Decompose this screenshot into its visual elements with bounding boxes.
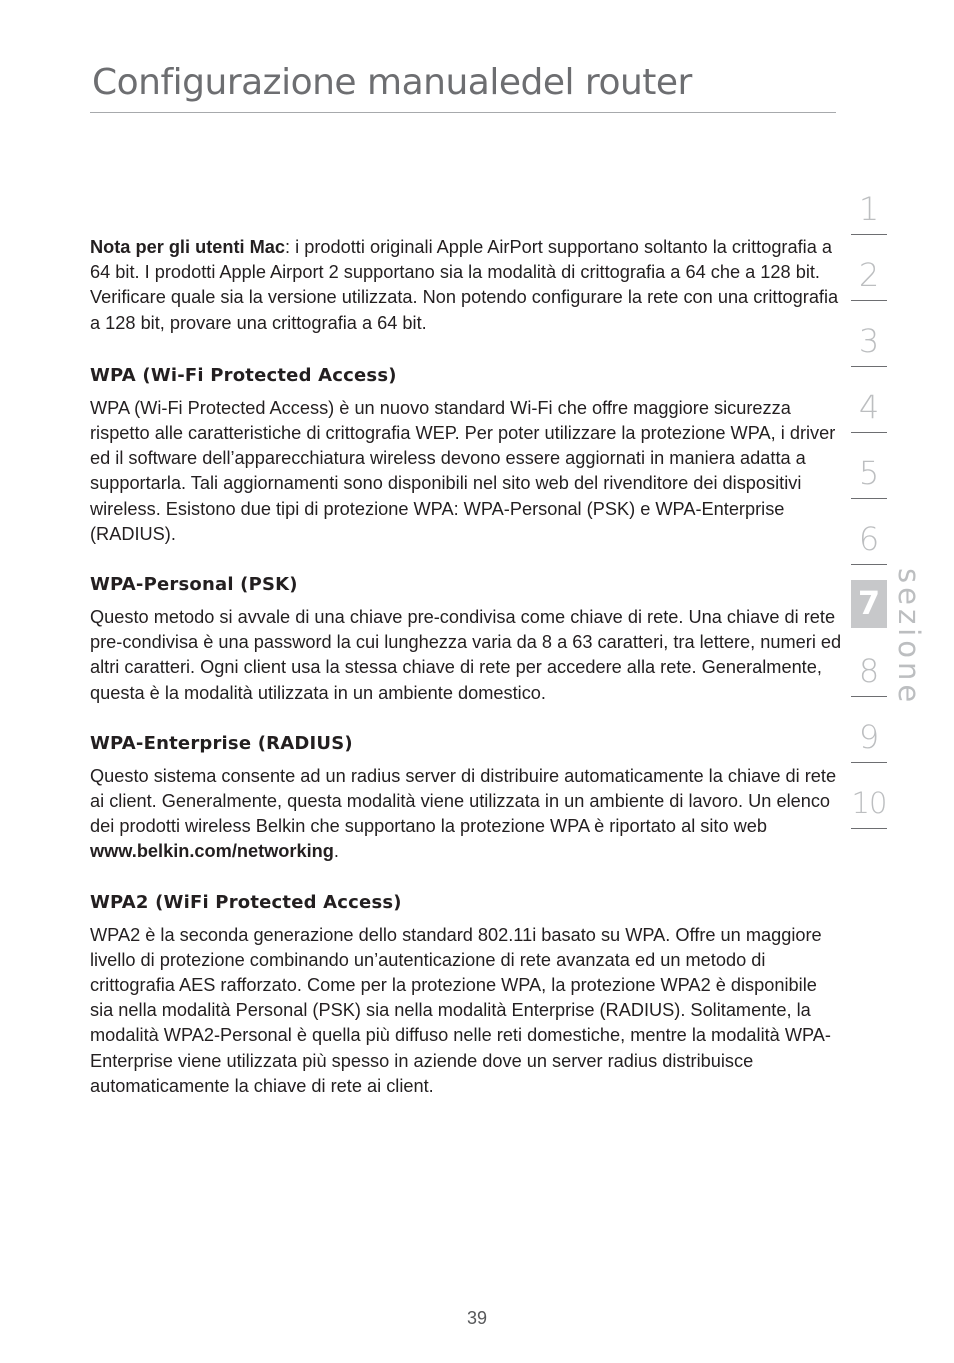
section-nav-item-3[interactable] xyxy=(851,316,887,382)
section-nav-number: 1 xyxy=(858,190,880,228)
section-heading-wpa-personal: WPA-Personal (PSK) xyxy=(90,574,298,596)
section-nav-number: 8 xyxy=(858,652,880,690)
wpa-enterprise-text: Questo sistema consente ad un radius server di distribuire automaticamente la chiave di rete ai client. Generalmente, questa modalità viene utilizzata in un ambiente di lavoro. Un elenco dei prodotti wireless Belkin che supportano la protezione WPA è riportato al sito web xyxy=(90,765,837,837)
section-nav-item-8[interactable] xyxy=(851,646,887,712)
section-nav-number: 2 xyxy=(858,256,880,294)
section-body-wpa-enterprise xyxy=(90,764,842,865)
section-nav-item-5[interactable] xyxy=(851,448,887,514)
section-nav-number: 5 xyxy=(858,454,880,492)
mac-note-paragraph xyxy=(90,235,842,336)
section-nav-number-active: 7 xyxy=(851,580,887,628)
section-nav-number: 10 xyxy=(851,786,887,820)
section-heading-wpa-enterprise: WPA-Enterprise (RADIUS) xyxy=(90,732,353,754)
mac-note-text: : i prodotti originali Apple AirPort supportano soltanto la crittografia a 64 bit. I prodotti Apple Airport 2 supportano sia la modalità di crittografia a 64 che a 128 bit. Verificare quale sia la versione utilizzata. Non potendo configurare la rete con una crittografia a 128 bit, provare una crittografia a 64 bit. xyxy=(90,237,839,333)
belkin-networking-link[interactable]: www.belkin.com/networking xyxy=(90,841,334,862)
section-nav-item-7-active[interactable] xyxy=(851,580,887,646)
section-side-label: sezione xyxy=(892,568,926,707)
section-nav-item-9[interactable] xyxy=(851,712,887,778)
section-nav-item-6[interactable] xyxy=(851,514,887,580)
section-nav-divider xyxy=(851,432,887,433)
section-nav-item-2[interactable] xyxy=(851,250,887,316)
section-nav-divider xyxy=(851,696,887,697)
section-nav-number: 3 xyxy=(858,322,880,360)
section-nav-divider xyxy=(851,366,887,367)
section-nav-item-1[interactable] xyxy=(851,184,887,250)
section-body-wpa-personal: Questo metodo si avvale di una chiave pre-condivisa come chiave di rete. Una chiave di rete pre-condivisa è una password la cui lunghezza varia da 8 a 63 caratteri, tra lettere, numeri ed altri caratteri. Ogni client usa la stessa chiave di rete per accedere alla rete. Generalmente, questa è la modalità utilizzata in un ambiente domestico. xyxy=(90,607,842,703)
section-nav-number: 9 xyxy=(858,718,880,756)
mac-note-label: Nota per gli utenti Mac xyxy=(90,237,286,257)
section-nav-divider xyxy=(851,564,887,565)
section-nav-number: 6 xyxy=(858,520,880,558)
page-number: 39 xyxy=(466,1308,488,1328)
section-nav-divider xyxy=(851,828,887,829)
section-nav-divider xyxy=(851,300,887,301)
section-nav-item-10[interactable] xyxy=(851,778,887,844)
section-heading-wpa2: WPA2 (WiFi Protected Access) xyxy=(90,891,402,913)
wpa-enterprise-tail: . xyxy=(333,841,339,862)
section-nav-divider xyxy=(851,234,887,235)
title-divider xyxy=(90,112,836,113)
section-nav-item-4[interactable] xyxy=(851,382,887,448)
section-body-wpa: WPA (Wi-Fi Protected Access) è un nuovo standard Wi-Fi che offre maggiore sicurezza rispetto alle caratteristiche di crittografia WEP. Per poter utilizzare la protezione WPA, i driver ed il software dell’apparecchiatura wireless devono essere aggiornati in maniera adatta a supportarla. Tali aggiornamenti sono disponibili nel sito web del rivenditore dei dispositivi wireless. Esistono due tipi di protezione WPA: WPA-Personal (PSK) e WPA-Enterprise (RADIUS). xyxy=(90,397,836,544)
section-nav-number: 4 xyxy=(858,388,880,426)
section-nav-divider xyxy=(851,762,887,763)
section-nav-divider xyxy=(851,498,887,499)
main-content xyxy=(90,235,842,1125)
section-nav xyxy=(851,184,887,844)
section-body-wpa2: WPA2 è la seconda generazione dello standard 802.11i basato su WPA. Offre un maggiore livello di protezione combinando un’autenticazione di rete avanzata ed un metodo di crittografia AES rafforzato. Come per la protezione WPA, la protezione WPA2 è disponibile sia nella modalità Personal (PSK) sia nella modalità Enterprise (RADIUS). Solitamente, la modalità WPA2-Personal è quella più diffuso nelle reti domestiche, mentre la modalità WPA-Enterprise viene utilizzata più spesso in aziende dove un server radius distribuisce automaticamente la chiave di rete ai client. xyxy=(90,924,831,1096)
page-title: Configurazione manualedel router xyxy=(92,62,692,103)
section-heading-wpa: WPA (Wi-Fi Protected Access) xyxy=(90,364,397,386)
